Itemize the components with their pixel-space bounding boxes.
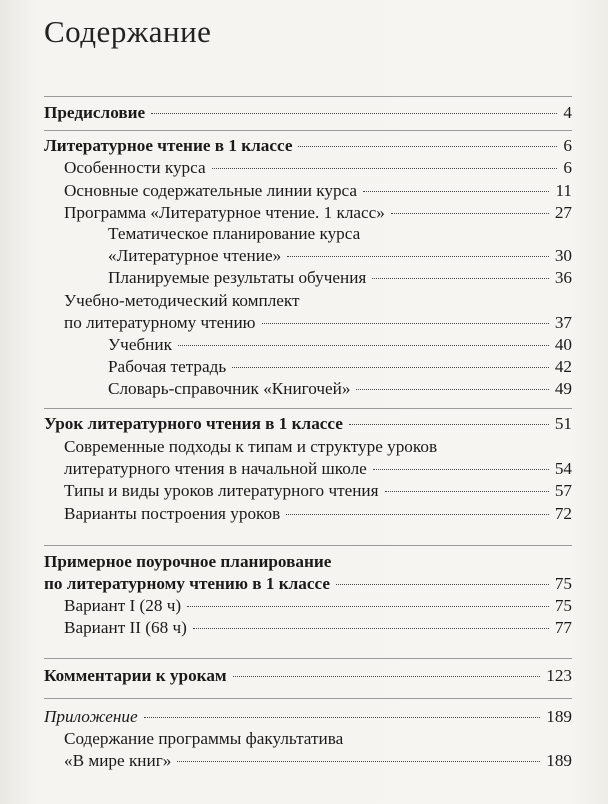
toc-entry[interactable] [64, 618, 572, 638]
toc-entry-page: 75 [554, 596, 572, 615]
toc-entry-page: 30 [554, 246, 572, 265]
leader-dots [391, 213, 549, 214]
toc-entry-label: Вариант I (28 ч) [64, 596, 182, 615]
toc-entry-page: 123 [546, 666, 572, 685]
leader-dots [298, 146, 557, 147]
page-title: Содержание [44, 14, 212, 49]
toc-entry-page: 6 [563, 136, 572, 155]
toc-entry-label: Рабочая тетрадь [108, 357, 227, 376]
toc-entry[interactable] [108, 246, 572, 266]
toc-entry-page: 51 [554, 414, 572, 433]
toc-entry-label: «В мире книг» [64, 751, 172, 770]
toc-entry-section-lesson[interactable] [44, 414, 572, 434]
toc-entry-label: Особенности курса [64, 158, 206, 177]
toc-entry-section-comments[interactable] [44, 666, 572, 686]
toc-entry-page: 42 [554, 357, 572, 376]
toc-entry-label: Приложение [44, 707, 138, 726]
toc-entry-label: Урок литературного чтения в 1 классе [44, 414, 343, 433]
leader-dots [286, 514, 549, 515]
toc-entry-preface[interactable] [44, 103, 572, 123]
toc-entry-label: Варианты построения уроков [64, 504, 281, 523]
leader-dots [151, 113, 557, 114]
leader-dots [385, 491, 549, 492]
toc-entry[interactable] [108, 357, 572, 377]
toc-entry-label-line1: Тематическое планирование курса [108, 224, 361, 243]
toc-entry-page: 72 [554, 504, 572, 523]
toc-entry-label: Программа «Литературное чтение. 1 класс» [64, 203, 385, 222]
toc-entry-page: 77 [554, 618, 572, 637]
leader-dots [262, 323, 549, 324]
toc-entry-label: Учебник [108, 335, 172, 354]
toc-entry-label-line1: Современные подходы к типам и структуре уроков [64, 437, 438, 456]
separator-line [44, 545, 572, 546]
leader-dots [144, 717, 541, 718]
toc-entry[interactable] [108, 379, 572, 399]
toc-entry[interactable] [64, 751, 572, 771]
toc-entry[interactable] [108, 268, 572, 288]
toc-entry-label: Основные содержательные линии курса [64, 181, 358, 200]
separator-line [44, 658, 572, 659]
leader-dots [187, 606, 549, 607]
toc-entry[interactable] [64, 459, 572, 479]
toc-entry-label: Предисловие [44, 103, 146, 122]
toc-entry-page: 189 [546, 707, 572, 726]
toc-entry-page: 40 [554, 335, 572, 354]
separator-line [44, 698, 572, 699]
toc-entry-label: по литературному чтению [64, 313, 256, 332]
toc-entry-label: Литературное чтение в 1 классе [44, 136, 293, 155]
leader-dots [177, 761, 540, 762]
toc-entry[interactable] [64, 313, 572, 333]
toc-entry[interactable] [64, 481, 572, 501]
toc-entry-page: 11 [555, 181, 572, 200]
toc-entry-page: 189 [546, 751, 572, 770]
toc-entry-section-planning[interactable] [44, 574, 572, 594]
toc-entry[interactable] [64, 203, 572, 223]
separator-line [44, 96, 572, 97]
toc-entry-section-literary-reading[interactable] [44, 136, 572, 156]
leader-dots [193, 628, 549, 629]
toc-entry[interactable] [64, 181, 572, 201]
toc-entry-label: Планируемые результаты обучения [108, 268, 367, 287]
toc-entry-page: 37 [554, 313, 572, 332]
toc-entry-label: по литературному чтению в 1 классе [44, 574, 330, 593]
separator-line [44, 408, 572, 409]
leader-dots [372, 278, 549, 279]
leader-dots [178, 345, 549, 346]
toc-entry-page: 6 [563, 158, 572, 177]
leader-dots [356, 389, 548, 390]
leader-dots [363, 191, 549, 192]
toc-entry-label: Типы и виды уроков литературного чтения [64, 481, 379, 500]
leader-dots [212, 168, 558, 169]
toc-entry-label: литературного чтения в начальной школе [64, 459, 367, 478]
toc-entry-appendix[interactable] [44, 707, 572, 727]
toc-entry[interactable] [64, 504, 572, 524]
toc-entry-page: 49 [554, 379, 572, 398]
toc-entry[interactable] [108, 335, 572, 355]
leader-dots [287, 256, 549, 257]
toc-entry-label: Словарь-справочник «Книгочей» [108, 379, 351, 398]
leader-dots [349, 424, 549, 425]
toc-entry-label: «Литературное чтение» [108, 246, 282, 265]
toc-entry-label-line1: Примерное поурочное планирование [44, 552, 332, 571]
toc-entry[interactable] [64, 158, 572, 178]
toc-entry-label: Комментарии к урокам [44, 666, 227, 685]
toc-entry-page: 27 [554, 203, 572, 222]
leader-dots [373, 469, 549, 470]
toc-entry-page: 57 [554, 481, 572, 500]
separator-line [44, 130, 572, 131]
toc-entry-page: 36 [554, 268, 572, 287]
leader-dots [233, 676, 541, 677]
toc-entry-label-line1: Содержание программы факультатива [64, 729, 344, 748]
toc-entry-page: 75 [554, 574, 572, 593]
toc-entry-page: 4 [563, 103, 572, 122]
leader-dots [232, 367, 549, 368]
toc-entry-label: Вариант II (68 ч) [64, 618, 187, 637]
toc-entry-page: 54 [554, 459, 572, 478]
toc-entry-label-line1: Учебно-методический комплект [64, 291, 300, 310]
leader-dots [336, 584, 549, 585]
toc-entry[interactable] [64, 596, 572, 616]
